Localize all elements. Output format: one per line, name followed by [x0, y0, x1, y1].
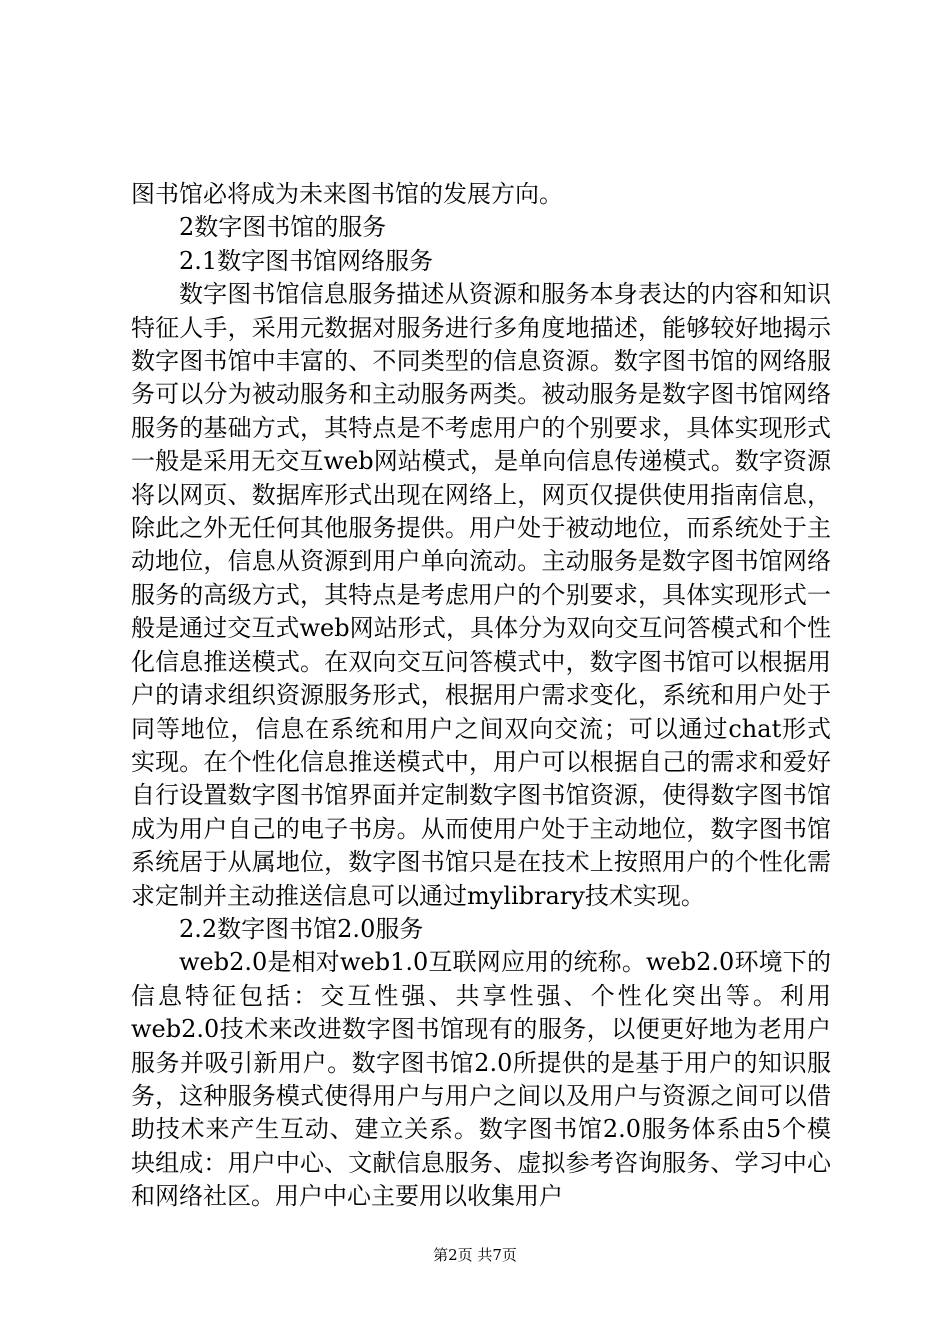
paragraph-library-2-0: web2.0是相对web1.0互联网应用的统称。web2.0环境下的信息特征包括：交互性强、共享性强、个性化突出等。利用web2.0技术来改进数字图书馆现有的服务，以便更好地为老用户服务并吸引新用户。数字图书馆2.0所提供的是基于用户的知识服务，这种服务模式使得用户与用户之间以及用户与资源之间可以借助技术来产生互动、建立关系。数字图书馆2.0服务体系由5个模块组成：用户中心、文献信息服务、虚拟参考咨询服务、学习中心和网络社区。用户中心主要用以收集用户 [131, 948, 831, 1211]
paragraph-network-service: 数字图书馆信息服务描述从资源和服务本身表达的内容和知识特征人手，采用元数据对服务进行多角度地描述，能够较好地揭示数字图书馆中丰富的、不同类型的信息资源。数字图书馆的网络服务可以分为被动服务和主动服务两类。被动服务是数字图书馆网络服务的基础方式，其特点是不考虑用户的个别要求，具体实现形式一般是采用无交互web网站模式，是单向信息传递模式。数字资源将以网页、数据库形式出现在网络上，网页仅提供使用指南信息，除此之外无任何其他服务提供。用户处于被动地位，而系统处于主动地位，信息从资源到用户单向流动。主动服务是数字图书馆网络服务的高级方式，其特点是考虑用户的个别要求，具体实现形式一般是通过交互式web网站形式，具体分为双向交互问答模式和个性化信息推送模式。在双向交互问答模式中，数字图书馆可以根据用户的请求组织资源服务形式，根据用户需求变化，系统和用户处于同等地位，信息在系统和用户之间双向交流；可以通过chat形式实现。在个性化信息推送模式中，用户可以根据自己的需求和爱好自行设置数字图书馆界面并定制数字图书馆资源，使得数字图书馆成为用户自己的电子书房。从而使用户处于主动地位，数字图书馆系统居于从属地位，数字图书馆只是在技术上按照用户的个性化需求定制并主动推送信息可以通过mylibrary技术实现。 [131, 280, 831, 910]
page-footer: 第2页 共7页 [433, 1246, 517, 1264]
section-heading-2: 2数字图书馆的服务 [179, 213, 387, 242]
document-body [131, 178, 831, 1214]
paragraph-continuation: 图书馆必将成为未来图书馆的发展方向。 [131, 180, 563, 208]
section-heading-2-1: 2.1数字图书馆网络服务 [179, 246, 434, 275]
section-heading-2-2: 2.2数字图书馆2.0服务 [179, 914, 424, 943]
